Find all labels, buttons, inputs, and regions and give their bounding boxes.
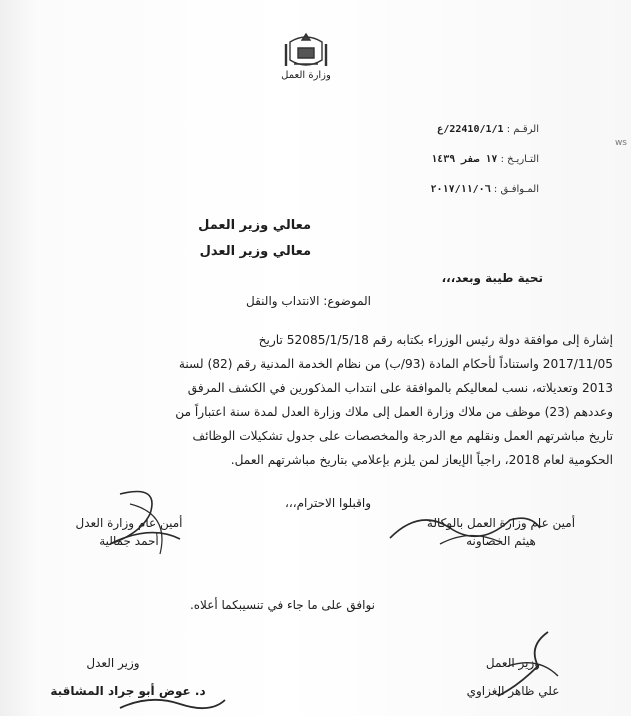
reference-number-row	[339, 124, 539, 135]
body-line: 2017/11/05 واستناداً لأحكام المادة (93/ب) من نظام الخدمة المدنية رقم (82) لسنة	[178, 357, 613, 371]
right-secretary-handwritten-signature	[380, 498, 550, 558]
approval-line: نوافق على ما جاء في تنسيبكما أعلاه.	[189, 598, 375, 612]
reference-label: الرقـم :	[506, 124, 539, 135]
left-secretary-handwritten-signature	[90, 484, 200, 564]
body-line: 2013 وتعديلاته، نسب لمعاليكم بالموافقة على انتداب المذكورين في الكشف المرفق	[187, 381, 613, 395]
letter-body	[53, 328, 613, 472]
body-line: الحكومية لعام 2018، راجياً الإيعاز لمن يلزم بإعلامي بتاريخ مباشرتهم العمل.	[230, 453, 613, 467]
justice-minister-title: وزير العدل	[86, 656, 140, 670]
hijri-date-label: التـاريـخ :	[500, 154, 539, 165]
reference-value: 22410/1/1/ع	[437, 124, 504, 135]
gregorian-date-value: ٢٠١٧/١١/٠٦	[430, 184, 491, 195]
edge-mark: ws	[614, 138, 627, 148]
justice-minister-name: د. عوض أبو جراد المشاقبة	[50, 684, 206, 698]
hijri-date-row	[339, 154, 539, 165]
labour-minister-handwritten-signature	[478, 626, 578, 706]
body-line: وعددهم (23) موظف من ملاك وزارة العمل إلى ملاك وزارة العدل لمدة سنة اعتباراً من	[175, 405, 613, 419]
recipient-labour-minister: معالي وزير العمل	[198, 218, 311, 233]
subject-line: الموضوع: الانتداب والنقل	[246, 294, 371, 308]
justice-minister-handwritten-signature	[110, 690, 230, 716]
left-secretary-title: أمين عام وزارة العدل	[75, 516, 183, 530]
right-secretary-name: هيثم الخصاونه	[466, 534, 536, 548]
labour-minister-title: وزير العمل	[485, 656, 541, 670]
labour-minister-name: علي ظاهر الغزاوي	[466, 684, 560, 698]
ministry-emblem-icon	[276, 30, 336, 72]
left-secretary-name: أحمد جمالية	[99, 534, 159, 548]
recipient-justice-minister: معالي وزير العدل	[199, 244, 311, 259]
hijri-date-value: ١٧ صفر ١٤٣٩	[431, 154, 498, 165]
closing-line: واقبلوا الاحترام،،،	[284, 496, 371, 510]
ministry-name: وزارة العمل	[281, 70, 331, 81]
gregorian-date-row	[339, 184, 539, 195]
body-line: إشارة إلى موافقة دولة رئيس الوزراء بكتابه رقم 52085/1/5/18 تاريخ	[258, 333, 613, 347]
body-line: تاريخ مباشرتهم العمل ونقلهم مع الدرجة والمخصصات على جدول تشكيلات الوظائف	[192, 429, 613, 443]
right-secretary-title: أمين عام وزارة العمل بالوكالة	[426, 516, 576, 530]
greeting: تحية طيبة وبعد،،،	[441, 271, 543, 285]
gregorian-date-label: المـوافـق :	[493, 184, 539, 195]
